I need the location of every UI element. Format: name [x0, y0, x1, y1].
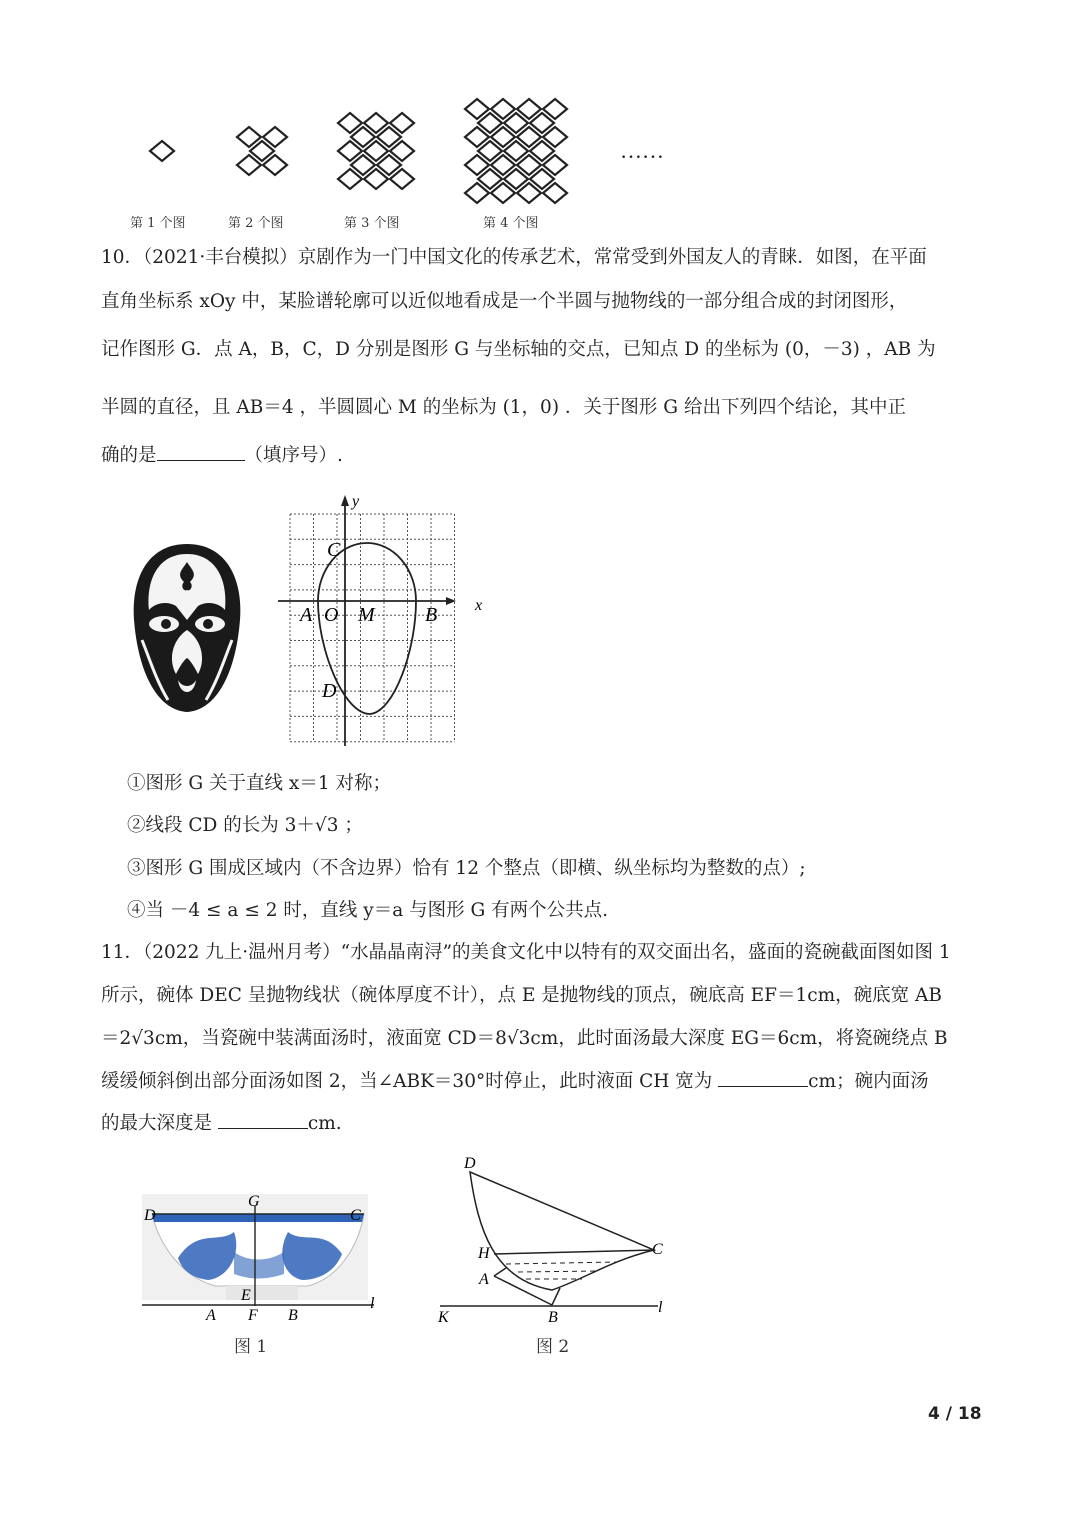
fig2-label-k: K: [438, 1309, 449, 1326]
q11-figure-1-bowl: [138, 1188, 388, 1323]
q10-line-2: 直角坐标系 xOy 中，某脸谱轮廓可以近似地看成是一个半圆与抛物线的一部分组合成的封闭图形，: [101, 291, 908, 312]
fig2-label-c: C: [652, 1241, 663, 1258]
fig2-label-h: H: [478, 1245, 490, 1262]
fig1-label-b: B: [288, 1307, 298, 1323]
y-axis-arrow: [341, 495, 349, 506]
q11-line-5: [101, 1110, 342, 1138]
fig1-label-c: C: [350, 1207, 361, 1224]
label-x: x: [475, 597, 483, 614]
bowl-outline: [470, 1172, 654, 1290]
fig1-label-a: A: [206, 1307, 216, 1323]
label-origin-o: O: [324, 604, 339, 626]
q10-line-5-post: （填序号）.: [244, 445, 343, 466]
pattern-caption-4: 第 4 个图: [483, 216, 539, 231]
fig2-label-a: A: [479, 1271, 489, 1288]
q10-line-3: 记作图形 G．点 A，B，C，D 分别是图形 G 与坐标轴的交点，已知点 D 的坐标为 (0，－3) ，AB 为: [101, 339, 936, 360]
pattern-caption-1: 第 1 个图: [130, 216, 186, 231]
fig2-label-b: B: [548, 1309, 558, 1326]
q10-statement-1: ①图形 G 关于直线 x＝1 对称；: [127, 773, 392, 794]
q10-coordinate-graph: [270, 490, 500, 752]
q11-figure-1-caption: 图 1: [234, 1337, 268, 1357]
q10-statement-4: ④当 －4 ≤ a ≤ 2 时，直线 y＝a 与图形 G 有两个公共点.: [127, 900, 609, 921]
q11-line-5-post: cm.: [307, 1113, 342, 1134]
fig1-label-d: D: [144, 1207, 156, 1224]
q11-line-1: 11．（2022 九上·温州月考）“水晶晶南浔”的美食文化中以特有的双交面出名，盛面的瓷碗截面图如图 1: [101, 942, 951, 963]
q10-line-4: 半圆的直径，且 AB＝4 ，半圆圆心 M 的坐标为 (1，0) ．关于图形 G 给出下列四个结论，其中正: [101, 397, 906, 418]
pattern-ellipsis: ……: [620, 138, 664, 163]
label-point-c: C: [327, 539, 341, 561]
q11-line-2: 所示，碗体 DEC 呈抛物线状（碗体厚度不计），点 E 是抛物线的顶点，碗底高 EF＝1cm，碗底宽 AB: [101, 985, 943, 1006]
q11-figure-2-tilted-bowl: [432, 1150, 672, 1330]
q10-answer-blank[interactable]: [157, 442, 245, 461]
fig1-label-f: F: [248, 1307, 258, 1323]
fig1-label-l: l: [370, 1295, 375, 1312]
pattern-caption-3: 第 3 个图: [344, 216, 400, 231]
q11-figure-2-caption: 图 2: [536, 1337, 570, 1357]
label-y: y: [352, 493, 360, 510]
page-number: 4 / 18: [928, 1404, 982, 1424]
label-point-m: M: [358, 604, 375, 626]
q10-line-5-pre: 确的是: [101, 445, 157, 466]
opera-mask-illustration: [128, 540, 246, 715]
q10-statement-3: ③图形 G 围成区域内（不含边界）恰有 12 个整点（即横、纵坐标均为整数的点）;: [127, 858, 806, 879]
q11-answer-blank-2[interactable]: [218, 1110, 308, 1129]
label-point-d: D: [322, 680, 337, 702]
diamond-pattern-figure: [120, 88, 720, 208]
q11-line-4: [101, 1068, 929, 1096]
line-hc: [494, 1250, 654, 1254]
fig1-label-e: E: [241, 1287, 251, 1304]
q10-line-1: 10．（2021·丰台模拟）京剧作为一门中国文化的传承艺术，常常受到外国友人的青睐．如图，在平面: [101, 247, 927, 268]
q10-line-5: [101, 442, 343, 470]
pattern-caption-2: 第 2 个图: [228, 216, 284, 231]
q11-answer-blank-1[interactable]: [718, 1068, 808, 1087]
pattern-diamond: [150, 141, 174, 161]
q11-line-5-pre: 的最大深度是: [101, 1113, 213, 1134]
fig2-label-d: D: [464, 1155, 476, 1172]
fig2-label-l: l: [658, 1299, 663, 1316]
q11-line-3: ＝2√3cm，当瓷碗中装满面汤时，液面宽 CD＝8√3cm，此时面汤最大深度 EG＝6cm，将瓷碗绕点 B: [101, 1028, 948, 1049]
q11-line-4-post: cm；碗内面汤: [808, 1071, 929, 1092]
q10-statement-2: ②线段 CD 的长为 3＋√3 ；: [127, 815, 363, 836]
q11-line-4-pre: 缓缓倾斜倒出部分面汤如图 2，当∠ABK＝30°时停止，此时液面 CH 宽为: [101, 1071, 713, 1092]
label-point-a: A: [300, 604, 313, 626]
graph-grid: [290, 514, 455, 742]
label-point-b: B: [425, 604, 438, 626]
fig1-label-g: G: [248, 1193, 260, 1210]
